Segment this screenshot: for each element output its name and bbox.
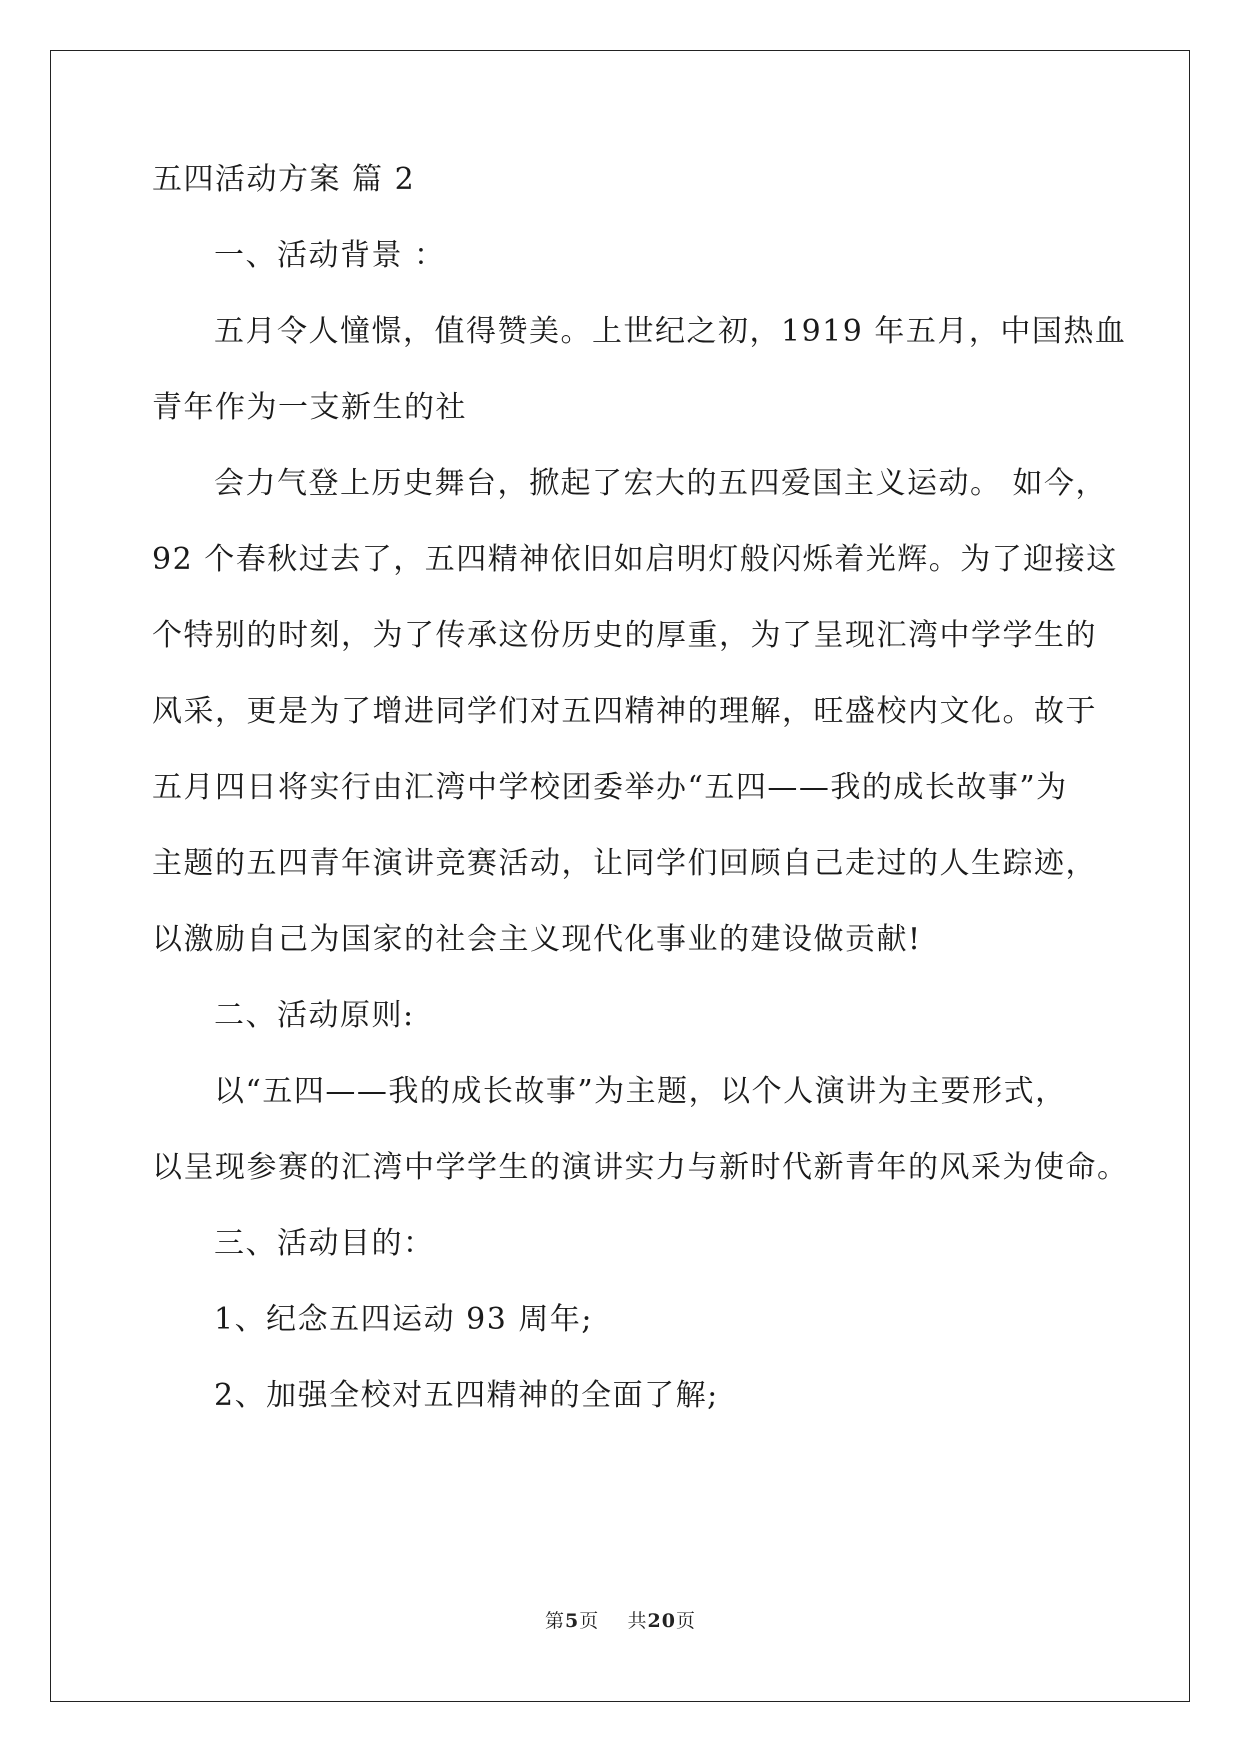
paragraph-lines <box>152 236 1129 1416</box>
text-line: 以呈现参赛的汇湾中学学生的演讲实力与新时代新青年的风采为使命。 <box>152 1150 1129 1185</box>
text-line: 主题的五四青年演讲竞赛活动，让同学们回顾自己走过的人生踪迹， <box>152 846 1097 881</box>
text-line: 以激励自己为国家的社会主义现代化事业的建设做贡献! <box>152 922 922 957</box>
text-line: 五月四日将实行由汇湾中学校团委举办“五四——我的成长故事”为 <box>152 770 1068 805</box>
text-line: 二、活动原则: <box>214 998 415 1033</box>
text-line: 2、加强全校对五四精神的全面了解; <box>214 1378 719 1413</box>
text-line: 风采，更是为了增进同学们对五四精神的理解，旺盛校内文化。故于 <box>152 694 1097 729</box>
footer-prefix: 第 <box>545 1610 566 1632</box>
text-line: 1、纪念五四运动 93 周年; <box>214 1302 593 1337</box>
footer-total-suffix: 页 <box>675 1610 696 1632</box>
document-heading: 五四活动方案 篇 2 <box>152 162 416 197</box>
document-body <box>152 160 1129 1416</box>
footer-page-suffix: 页 <box>579 1610 600 1632</box>
footer-page-number: 5 <box>565 1610 580 1632</box>
text-line: 三、活动目的： <box>214 1226 435 1261</box>
text-line: 青年作为一支新生的社 <box>152 390 467 425</box>
text-line: 个特别的时刻，为了传承这份历史的厚重，为了呈现汇湾中学学生的 <box>152 618 1097 653</box>
page-footer <box>0 1606 1241 1633</box>
text-line: 一、活动背景 ： <box>214 238 446 273</box>
text-line: 92 个春秋过去了，五四精神依旧如启明灯般闪烁着光辉。为了迎接这 <box>152 542 1118 577</box>
text-line: 以“五四——我的成长故事”为主题，以个人演讲为主要形式， <box>214 1074 1067 1109</box>
text-line: 五月令人憧憬，值得赞美。上世纪之初，1919 年五月，中国热血 <box>214 314 1127 349</box>
footer-total-pages: 20 <box>647 1610 676 1632</box>
text-line: 会力气登上历史舞台，掀起了宏大的五四爱国主义运动。 如今， <box>214 466 1108 501</box>
footer-total-prefix: 共 <box>627 1610 648 1632</box>
